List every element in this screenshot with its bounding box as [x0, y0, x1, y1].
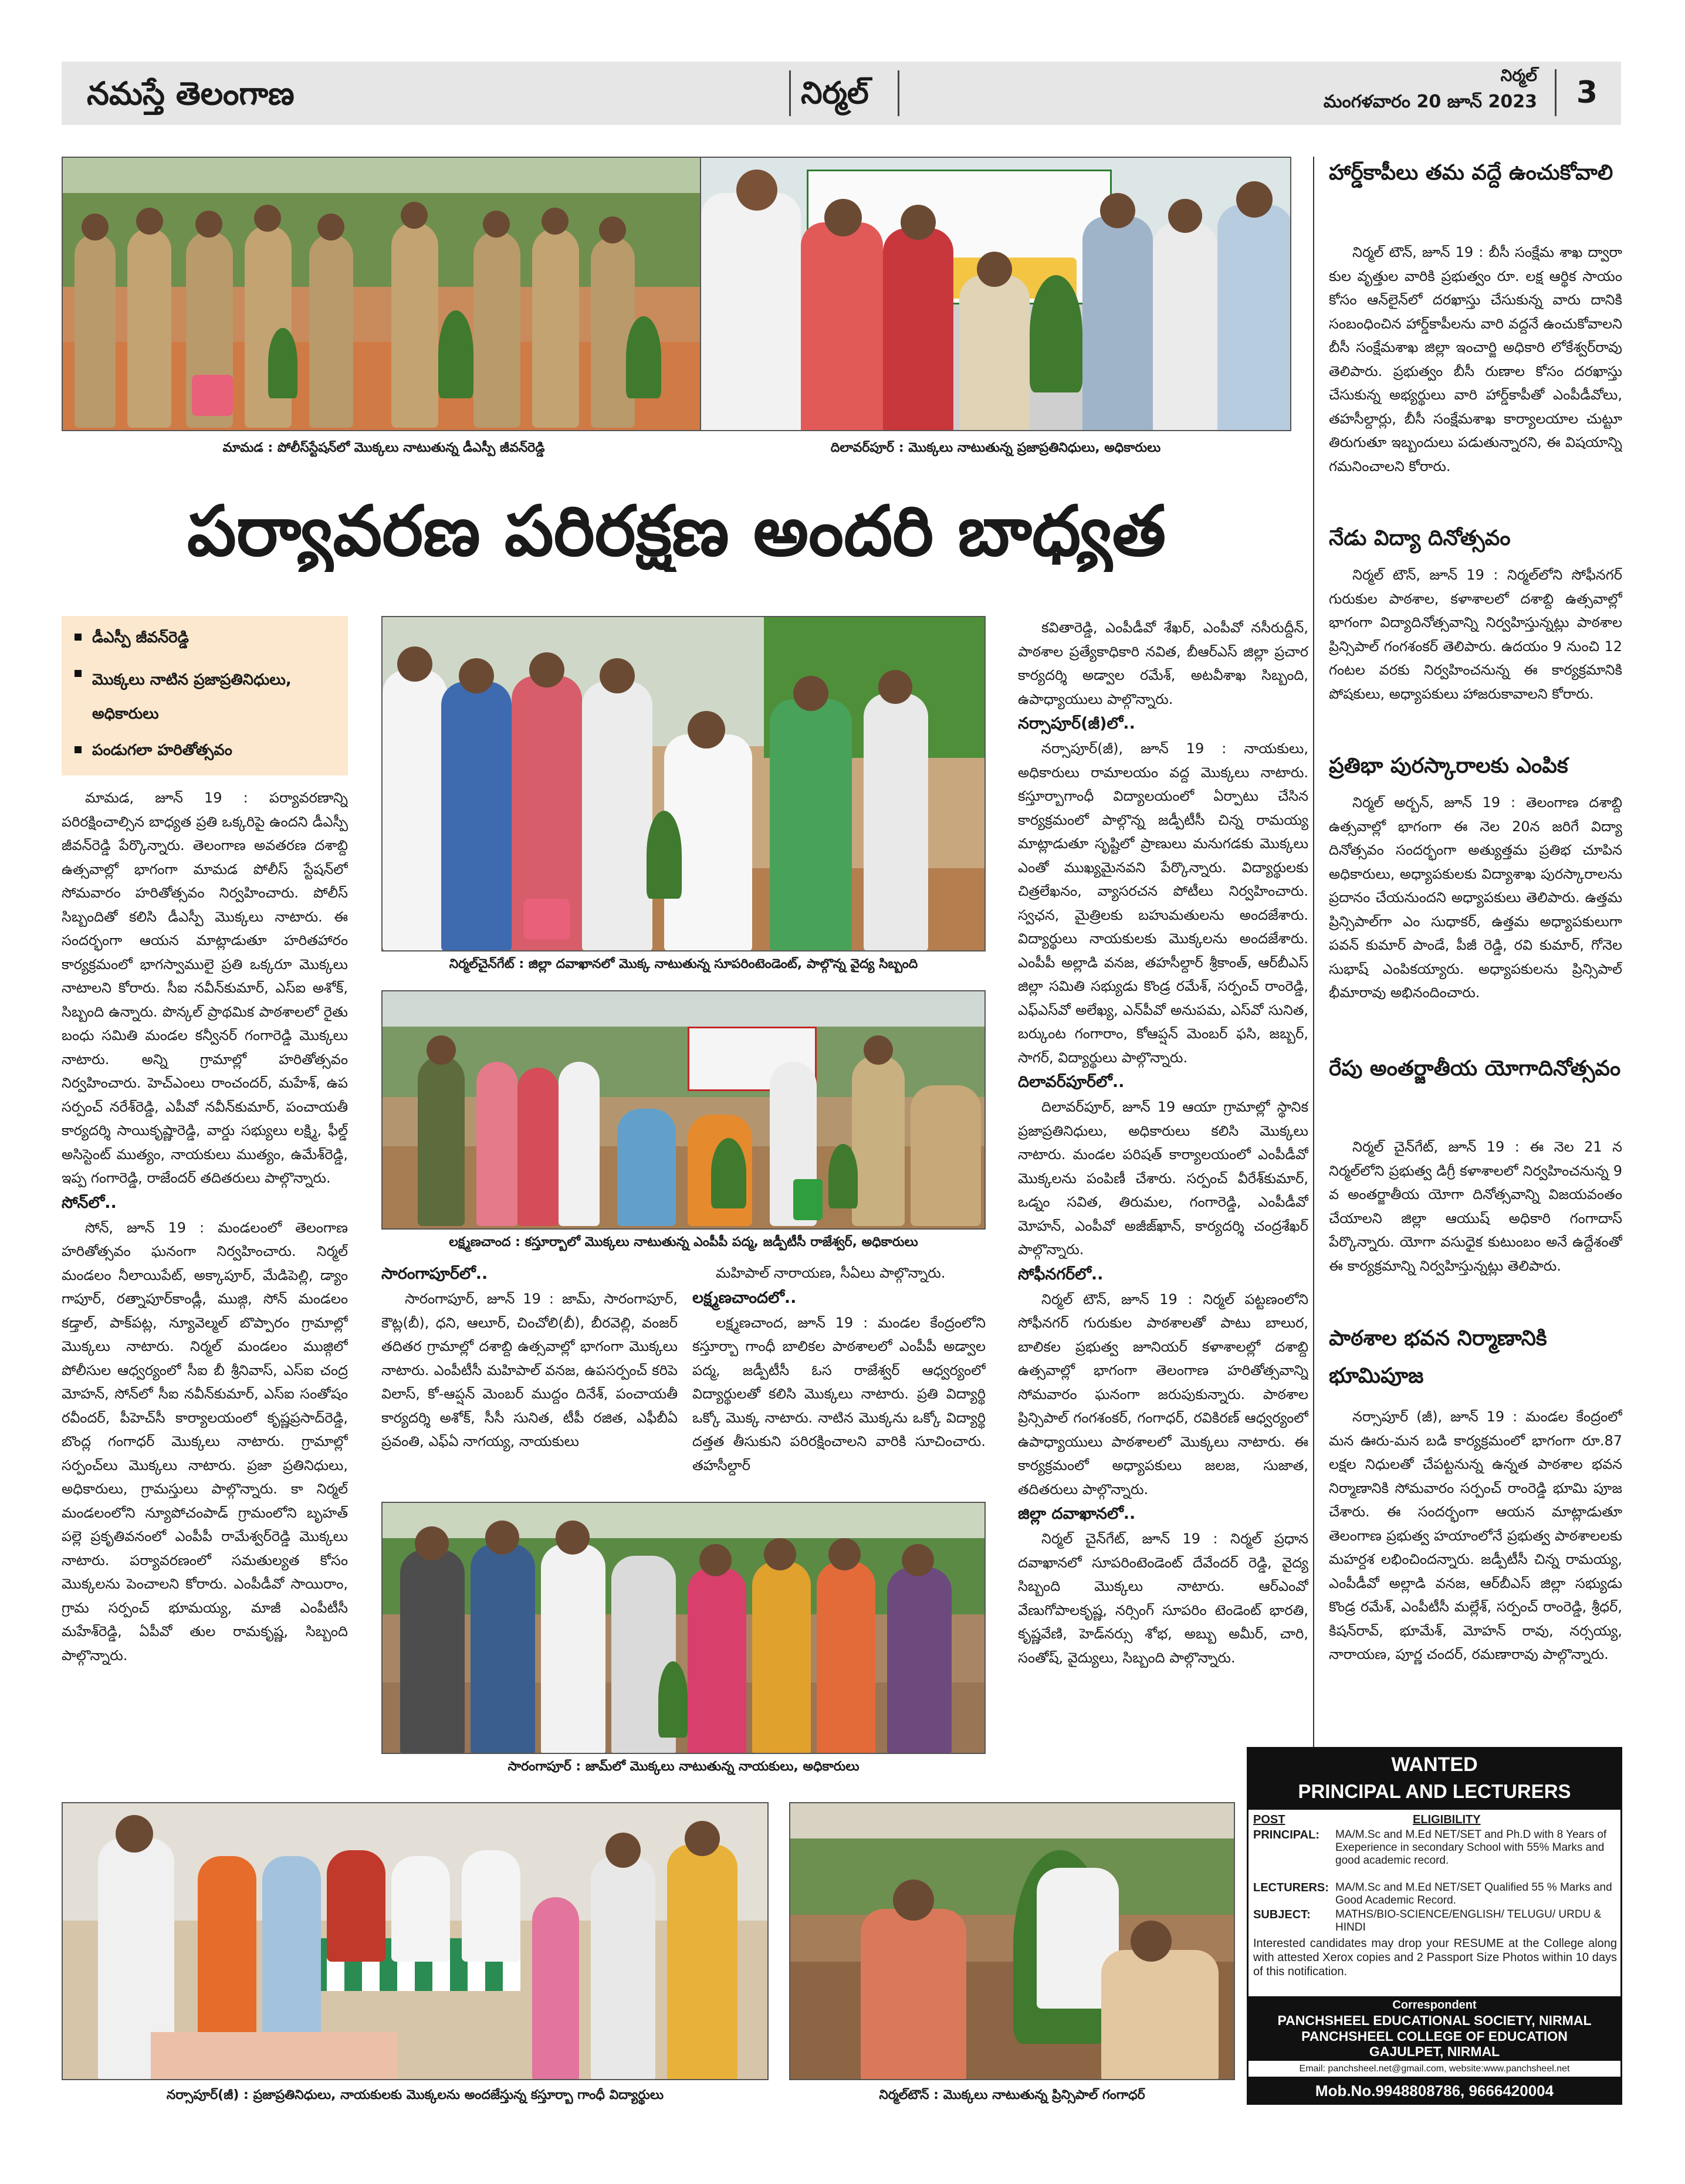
sidebar-story2-text [1329, 563, 1622, 753]
highlight-text-1: డీఎస్పీ జీవన్‌రెడ్డి [92, 629, 189, 646]
ad-lecturers-label: LECTURERS: [1253, 1881, 1329, 1894]
header-divider-right [1555, 69, 1557, 116]
sidebar-story2-headline: నేడు విద్యా దినోత్సవం [1329, 526, 1511, 550]
ad-principal-text: MA/M.Sc and M.Ed NET/SET and Ph.D with 8 Years of Exeperience in secondary School with 55% Marks and good academic record. [1335, 1829, 1607, 1867]
story-col1-para1: మామడ, జూన్ 19 : పర్యావరణాన్ని పరిరక్షించాల్సిన బాధ్యత ప్రతి ఒక్కరిపై ఉందని డీఎస్పీ జీవన్‌రెడ్డి పేర్కొన్నారు. తెలంగాణ అవతరణ దశాబ్ది ఉత్సవాల్లో భాగంగా మామడ పోలీస్ స్టేషన్‌లో సోమవారం హరితోత్సవం నిర్వహించారు. పోలీస్ సిబ్బందితో కలిసి డీఎస్పీ మొక్కలు నాటారు. ఈ సందర్భంగా ఆయన మాట్లాడుతూ హరితహారం కార్యక్రమంలో భాగస్వాములై ప్రతి ఒక్కరూ మొక్కలు నాటాలని కోరారు. సీఐ నవీన్‌కుమార్, ఎస్‌ఐ అశోక్, సిబ్బంది ఉన్నారు. పొన్కల్ ప్రాథమిక పాఠశాలలో రైతు బంధు సమితి మండల కన్వీనర్ గంగారెడ్డి మొక్కలు నాటారు. అన్ని గ్రామాల్లో హరితోత్సవం నిర్వహించారు. హెచ్ఎంలు రాంచందర్, మహేశ్, ఉప సర్పంచ్ నరేశ్‌రెడ్డి, ఎపీవో నవీన్‌కుమార్, పంచాయతీ కార్యదర్శి సాయికృష్ణారెడ్డి, వార్డు సభ్యులు లక్ష్మి, ఫీల్డ్ అసిస్టెంట్ ముత్యం, నాయకులు ముత్యం, ఉమేశ్‌రెడ్డి, ఇప్ప గంగారెడ్డి, రాజేందర్ తదితరులు పాల్గొన్నారు. [62, 790, 348, 1186]
sidebar-story4-headline: రేపు అంతర్జాతీయ యోగాదినోత్సవం [1329, 1057, 1621, 1081]
ad-place: GAJULPET, NIRMAL [1369, 2044, 1500, 2059]
story-col4-para5: నిర్మల్ చైన్‌గేట్, జూన్ 19 : నిర్మల్ ప్రధాన దవాఖానలో సూపరింటెండెంట్ దేవేందర్ రెడ్డి, వైద్య సిబ్బంది మొక్కలు నాటారు. ఆర్‌ఎంవో వేణుగోపాలకృష్ణ, నర్సింగ్ సూపరిం టెండెంట్ భారతి, కృష్ణవేణి, హెడ్‌నర్సు శోభ, అబ్బు అమీర్, చారి, సంతోష్, వైద్యులు, సిబ్బంది పాల్గొన్నారు. [1018, 1531, 1308, 1666]
issue-date: మంగళవారం 20 జూన్ 2023 [1323, 92, 1537, 112]
ad-col-post: POST [1253, 1813, 1285, 1826]
sidebar-story5-headline: పాఠశాల భవన నిర్మాణానికి భూమిపూజ [1329, 1326, 1547, 1388]
sidebar-story1-headline: హార్డ్‌కాపీలు తమ వద్దే ఉంచుకోవాలి [1329, 161, 1613, 185]
photo-nirmal-town-caption: నిర్మల్‌టౌన్ : మొక్కలు నాటుతున్న ప్రిన్సిపాల్ గంగాధర్ [879, 2088, 1145, 2102]
story-col3-para2: లక్ష్మణచాంద, జూన్ 19 : మండల కేంద్రంలోని కస్తూర్బా గాంధీ బాలికల పాఠశాలలో ఎంపీపీ అడ్వాల పద్మ, జడ్పీటీసీ ఓస రాజేశ్వర్ ఆధ్వర్యంలో విద్యార్థులతో కలిసి మొక్కలు నాటారు. ప్రతి విద్యార్థి ఒక్కో మొక్క నాటారు. నాటిన మొక్కను ఒక్కో విద్యార్థి దత్తత తీసుకుని పరిరక్షించాలని వారికి సూచించారు. తహసీల్దార్ [692, 1314, 986, 1474]
ad-col-eligibility: ELIGIBILITY [1413, 1813, 1481, 1826]
ad-title-positions: PRINCIPAL AND LECTURERS [1298, 1780, 1571, 1802]
photo-laxmanchanda-caption: లక్ష్మణచాంద : కస్తూర్బాలో మొక్కలు నాటుతున్న ఎంపీపీ పద్మ, జడ్పీటీసీ రాజేశ్వర్, అధికారులు [449, 1235, 918, 1250]
story-col2-para: సారంగాపూర్, జూన్ 19 : జామ్, సారంగాపూర్, కౌట్ల(బీ), ధని, ఆలూర్, చించోలి(బీ), బీరవెల్లి, వంజర్ తదితర గ్రామాల్లో దశాబ్ది ఉత్సవాల్లో భాగంగా మొక్కలు నాటారు. ఎంపీటీసీ మహిపాల్ వనజ, ఉపసర్పంచ్ కరిపె విలాస్, కో-ఆప్షన్ మెంబర్ ముద్దం దినేశ్, పంచాయతీ కార్యదర్శి అశోక్, సీసీ సునిత, టీపీ రజిత, ఎఫీబీఏ ప్రవంతి, ఎఫ్ఏ నాగయ్య, నాయకులు [381, 1291, 678, 1450]
highlight-text-2: మొక్కలు నాటిన ప్రజాప్రతినిధులు, అధికారులు [92, 671, 292, 723]
story-col4-para4: నిర్మల్ టౌన్, జూన్ 19 : నిర్మల్ పట్టణంలోని సోఫీనగర్ గురుకుల పాఠశాలతో పాటు బాలుర, బాలికల ప్రభుత్వ జూనియర్ కళాశాలల్లో దశాబ్ది ఉత్సవాల్లో భాగంగా తెలంగాణ హరితోత్సవాన్ని సోమవారం ఘనంగా జరుపుకున్నారు. పాఠశాల ప్రిన్సిపాల్ గంగశంకర్, గంగాధర్, రవికిరణ్ ఆధ్వర్యంలో ఉపాధ్యాయులు పాఠశాలలో మొక్కలు నాటారు. ఈ కార్యక్రమంలో అధ్యాపకులు జలజ, సుజాత, తదితరులు పాల్గొన్నారు. [1018, 1291, 1308, 1498]
ad-title-wanted: WANTED [1391, 1753, 1478, 1776]
ad-correspondent: Correspondent [1392, 1999, 1477, 2012]
photo-hospital-caption: నిర్మల్‌చైన్‌గేట్ : జిల్లా దవాఖానలో మొక్క నాటుతున్న సూపరింటెండెంట్, పాల్గొన్న వైద్య సిబ్బంది [449, 957, 918, 971]
story-column-1 [62, 786, 348, 1783]
photo-sarangapur-caption: సారంగాపూర్ : జామ్‌లో మొక్కలు నాటుతున్న నాయకులు, అధికారులు [507, 1759, 860, 1774]
header-divider-mid [898, 70, 899, 116]
sidebar-story2-para: నిర్మల్ టౌన్, జూన్ 19 : నిర్మల్‌లోని సోఫీనగర్ గురుకుల పాఠశాల, కళాశాలలో దశాబ్ది ఉత్సవాల్లో భాగంగా విద్యాదినోత్సవాన్ని నిర్వహిస్తున్నట్లు పాఠశాల ప్రిన్సిపాల్ గంగశంకర్ తెలిపారు. ఉదయం 9 నుంచి 12 గంటల వరకు నిర్వహించనున్న ఈ కార్యక్రమానికి పోషకులు, అధ్యాపకులు హాజరుకావాలని కోరారు. [1329, 567, 1622, 702]
photo-nirmal-town [789, 1802, 1235, 2080]
sidebar-story5-para: నర్సాపూర్ (జీ), జూన్ 19 : మండల కేంద్రంలో మన ఊరు-మన బడి కార్యక్రమంలో భాగంగా రూ.87 లక్షల నిధులతో చేపట్టనున్న ఉన్నత పాఠశాల భవన నిర్మాణానికి సోమవారం సర్పంచ్ రాంరెడ్డి భూమి పూజ చేశారు. ఈ సందర్భంగా ఆయన మాట్లాడుతూ తెలంగాణ ప్రభుత్వ హయాంలోనే ప్రభుత్వ పాఠశాలలకు మహర్దశ లభించిందన్నారు. జడ్పీటీసీ చిన్న రామయ్య, ఎంపీడీవో అల్లాడి వనజ, ఆర్‌బీఎస్ జిల్లా సభ్యుడు కొండ్ర రమేశ్, ఎంపీటీసీ మల్లేశ్, సర్పంచ్ రాంరెడ్డి, శ్రీధర్, కిషన్‌రావ్, భూమేశ్, మోహన్ రావు, నర్సయ్య, నారాయణ, పూర్ణ చందర్, రమణారావు పాల్గొన్నారు. [1329, 1408, 1622, 1662]
sidebar-story1-para: నిర్మల్ టౌన్, జూన్ 19 : బీసీ సంక్షేమ శాఖ ద్వారా కుల వృత్తుల వారికి ప్రభుత్వం రూ. లక్ష ఆర్థిక సాయం కోసం ఆన్‌లైన్‌లో దరఖాస్తు చేసుకున్న వారు దానికి సంబంధించిన హార్డ్‌కాపీలను వారి వద్దనే ఉంచుకోవాలని బీసీ సంక్షేమశాఖ జిల్లా ఇంచార్జి అధికారి లోకేశ్వర్‌రావు తెలిపారు. ప్రభుత్వం బీసీ రుణాల కోసం దరఖాస్తు చేసుకున్న అభ్యర్థులు వారి హార్డ్‌కాపీతో ఎంపీడీవోలు, తహసీల్దార్లు, బీసీ సంక్షేమశాఖ కార్యాలయాల చుట్టూ తిరుగుతూ ఇబ్బందులు పడుతున్నారని, ఈ విషయాన్ని గమనించాలని కోరారు. [1329, 244, 1622, 475]
story-col4-subhead-3: సోఫీనగర్‌లో.. [1018, 1265, 1104, 1284]
story-col2-subhead: సారంగాపూర్‌లో.. [381, 1265, 488, 1283]
story-col4-subhead-1: నర్సాపూర్(జీ)లో.. [1018, 715, 1135, 733]
ad-principal-label: PRINCIPAL: [1253, 1829, 1319, 1841]
sidebar-story4-text [1329, 1135, 1622, 1325]
story-col4-para3: దిలావర్‌పూర్, జూన్ 19 ఆయా గ్రామాల్లో స్థానిక ప్రజాప్రతినిధులు, అధికారులు కలిసి మొక్కలు నాటారు. మండల పరిషత్ కార్యాలయంలో ఎంపీడీవో మొక్కలను పంపిణీ చేశారు. సర్పంచ్ వీరేశ్‌కుమార్, ఒడ్నం సవిత, తిరుమల, గంగారెడ్డి, ఎంపీడీవో మోహన్, ఎంపీవో అజీజ్‌ఖాన్, కార్యదర్శి చంద్రశేఖర్ పాల్గొన్నారు. [1018, 1099, 1308, 1258]
photo-police-station-caption: మామడ : పోలీస్‌స్టేషన్‌లో మొక్కలు నాటుతున్న డీఎస్పీ జీవన్‌రెడ్డి [222, 441, 545, 455]
photo-hospital [381, 616, 986, 952]
ad-subject-text: MATHS/BIO-SCIENCE/ENGLISH/ TELUGU/ URDU & HINDI [1335, 1908, 1602, 1934]
photo-dilawarpur-caption: దిలావర్‌పూర్ : మొక్కలు నాటుతున్న ప్రజాప్రతినిధులు, అధికారులు [830, 441, 1161, 455]
sidebar-story3-para: నిర్మల్ అర్బన్, జూన్ 19 : తెలంగాణ దశాబ్ది ఉత్సవాల్లో భాగంగా ఈ నెల 20న జరిగే విద్యా దినోత్సవం సందర్భంగా అత్యుత్తమ ప్రతిభ చూపిన అధికారులు, అధ్యాపకులకు విద్యాశాఖ పురస్కారాలను ప్రదానం చేయనుందని అధ్యాపకులు తెలిపారు. ఉత్తమ ప్రిన్సిపాల్‌గా ఎం సుధాకర్, ఉత్తమ అధ్యాపకులుగా పవన్ కుమార్ పాండే, పీజీ రెడ్డి, రవి కుమార్, గోనెల సుభాష్ ఎంపికయ్యారు. అధ్యాపకులను ప్రిన్సిపాల్ భీమారావు అభినందించారు. [1329, 794, 1622, 1001]
highlights-box [62, 616, 348, 776]
edition-name: నిర్మల్ [1500, 66, 1537, 85]
photo-narsapur [62, 1802, 769, 2080]
ad-contact: Email: panchsheel.net@gmail.com, website:www.panchsheel.net [1299, 2064, 1570, 2074]
sidebar-story1-text [1329, 241, 1622, 526]
story-col4-para2: నర్సాపూర్(జీ), జూన్ 19 : నాయకులు, అధికారులు రామాలయం వద్ద మొక్కలు నాటారు. కస్తూర్బాగాంధీ విద్యాలయంలో ఏర్పాటు చేసిన కార్యక్రమంలో పాల్గొన్న జడ్పీటీసీ చిన్న రామయ్య మాట్లాడుతూ సృష్టిలో ప్రాణులు మనుగడకు మొక్కలు ఎంతో ముఖ్యమైనవని పేర్కొన్నారు. విద్యార్థులకు చిత్రలేఖనం, వ్యాసరచన పోటీలు నిర్వహించారు. స్వఛన, మైత్రిలకు బహుమతులను అందజేశారు. విద్యార్థులు నాయకులకు మొక్కలను అందజేశారు. ఎంపీపీ అల్లాడి వనజ, తహసీల్దార్ శ్రీకాంత్, ఆర్‌బీఎస్ జిల్లా సమితి సభ్యుడు కొండ్ర రమేశ్, సర్పంచ్ రాంరెడ్డి, ఎఫ్ఎస్‌వో అలేఖ్య, ఎన్‌పీవో అనుపమ, ఎస్‌వో సునిత, బర్కుంట గంగారాం, కోఆప్షన్ మెంబర్ ఫసి, జబ్బర్, సాగర్, విద్యార్థులు పాల్గొన్నారు. [1018, 740, 1308, 1066]
photo-dilawarpur [700, 157, 1291, 431]
story-col1-subhead: సోన్‌లో.. [62, 1193, 117, 1212]
main-headline: పర్యావరణ పరిరక్షణ అందరి బాధ్యత [187, 490, 1166, 571]
sidebar-story3-text [1329, 791, 1622, 1028]
story-col4-subhead-2: దిలావర్‌పూర్‌లో.. [1018, 1073, 1125, 1091]
recruitment-ad [1247, 1747, 1622, 2078]
header-divider-left [789, 70, 791, 116]
page-number: 3 [1576, 75, 1598, 110]
ad-mobile: Mob.No.9948808786, 9666420004 [1315, 2082, 1554, 2100]
story-col3-para1: మహిపాల్ నారాయణ, సీఏలు పాల్గొన్నారు. [716, 1265, 946, 1281]
story-col4-subhead-4: జిల్లా దవాఖానలో.. [1018, 1505, 1136, 1523]
ad-lecturers-text: MA/M.Sc and M.Ed NET/SET Qualified 55 % Marks and Good Academic Record. [1335, 1881, 1612, 1907]
story-column-2 [381, 1261, 678, 1496]
highlight-text-3: పండుగలా హరితోత్సవం [92, 741, 232, 759]
section-name: నిర్మల్ [801, 76, 869, 111]
story-col1-para2: సోన్, జూన్ 19 : మండలంలో తెలంగాణ హరితోత్సవం ఘనంగా నిర్వహించారు. నిర్మల్ మండలం నీలాయిపేట్, అక్కాపూర్, మేడిపెల్లి, డ్యాం గాపూర్, రత్నాపూర్‌కాండ్లీ, ముజ్గి, సోన్ మండలం కడ్తాల్, పాక్‌పట్ల, న్యూవెల్మల్ బొప్పారం గ్రామాల్లో మొక్కలు నాటారు. నిర్మల్ మండలం ముజ్గిలో పోలీసుల ఆధ్వర్యంలో సీఐ బీ శ్రీనివాస్, ఎస్‌ఐ చంద్ర మోహన్, సోన్‌లో సీఐ నవీన్‌కుమార్, ఎస్‌ఐ సంతోషం రవీందర్, పీహెచ్‌సీ కార్యాలయంలో కృష్ణప్రసాద్‌రెడ్డి, బొంద్ల గంగాధర్ మొక్కలు నాటారు. గ్రామాల్లో సర్పంచ్‌లు మొక్కలు నాటారు. ప్రజా ప్రతినిధులు, అధికారులు, గ్రామస్తులు పాల్గొన్నారు. కా నిర్మల్ మండలంలోని న్యూపోచంపాడ్ గ్రామంలోని బృహత్ పల్లె ప్రకృతివనంలో ఎంపీపీ రామేశ్వర్‌రెడ్డి మొక్కలు నాటారు. పర్యావరణంలో సమతుల్యత కోసం మొక్కలను పెంచాలని కోరారు. ఎంపీడీవో సాయిరాం, గ్రామ సర్పంచ్ భూమయ్య, మాజీ ఎంపీటీసీ మహేశ్‌రెడ్డి, ఏపీవో తుల రామకృష్ణ, సిబ్బంది పాల్గొన్నారు. [62, 1219, 348, 1664]
highlight-bullet-3 [75, 746, 82, 753]
ad-note: Interested candidates may drop your RESUME at the College along with attested Xerox copies and 2 Passport Size Photos within 10 days of this notification. [1253, 1937, 1617, 1978]
photo-sarangapur [381, 1502, 986, 1754]
photo-narsapur-caption: నర్సాపూర్(జీ) : ప్రజాప్రతినిధులు, నాయకులకు మొక్కలను అందజేస్తున్న కస్తూర్బా గాంధీ విద్యార్థులు [166, 2088, 664, 2102]
sidebar-story3-headline: ప్రతిభా పురస్కారాలకు ఎంపిక [1329, 754, 1568, 778]
sidebar-story4-para: నిర్మల్ చైన్‌గేట్, జూన్ 19 : ఈ నెల 21 న నిర్మల్‌లోని ప్రభుత్వ డిగ్రీ కళాశాలలో నిర్వహించనున్న 9 వ అంతర్జాతీయ యోగా దినోత్సవాన్ని విజయవంతం చేయాలని జిల్లా ఆయుష్ అధికారి గంగాదాస్ పేర్కొన్నారు. యోగా వసుధైక కుటుంబం అనే ఉద్దేశంతో ఈ కార్యక్రమాన్ని నిర్వహిస్తున్నట్లు తెలిపారు. [1329, 1139, 1622, 1274]
story-col4-para1: కవితారెడ్డి, ఎంపీడీవో శేఖర్, ఎంపీవో నసీరుద్దీన్, పాఠశాల ప్రత్యేకాధికారి నవిత, బీఆర్ఎస్ జిల్లా ప్రచార కార్యదర్శి అడ్వాల రమేశ్, అటవీశాఖ సిబ్బంది, ఉపాధ్యాయులు పాల్గొన్నారు. [1018, 619, 1308, 707]
highlight-bullet-1 [75, 634, 82, 641]
masthead: నమస్తే తెలంగాణ [87, 75, 295, 112]
photo-laxmanchanda [381, 990, 986, 1230]
sidebar-divider [1313, 157, 1314, 1905]
ad-college: PANCHSHEEL COLLEGE OF EDUCATION [1301, 2029, 1568, 2044]
sidebar-story5-text [1329, 1405, 1622, 1738]
story-col3-subhead: లక్ష్మణచాందలో.. [692, 1288, 797, 1307]
story-column-4 [1018, 616, 1308, 1789]
photo-police-station [62, 157, 706, 431]
story-column-3 [692, 1261, 986, 1496]
ad-society: PANCHSHEEL EDUCATIONAL SOCIETY, NIRMAL [1277, 2013, 1592, 2028]
highlight-bullet-2 [75, 670, 82, 677]
ad-subject-label: SUBJECT: [1253, 1908, 1311, 1921]
